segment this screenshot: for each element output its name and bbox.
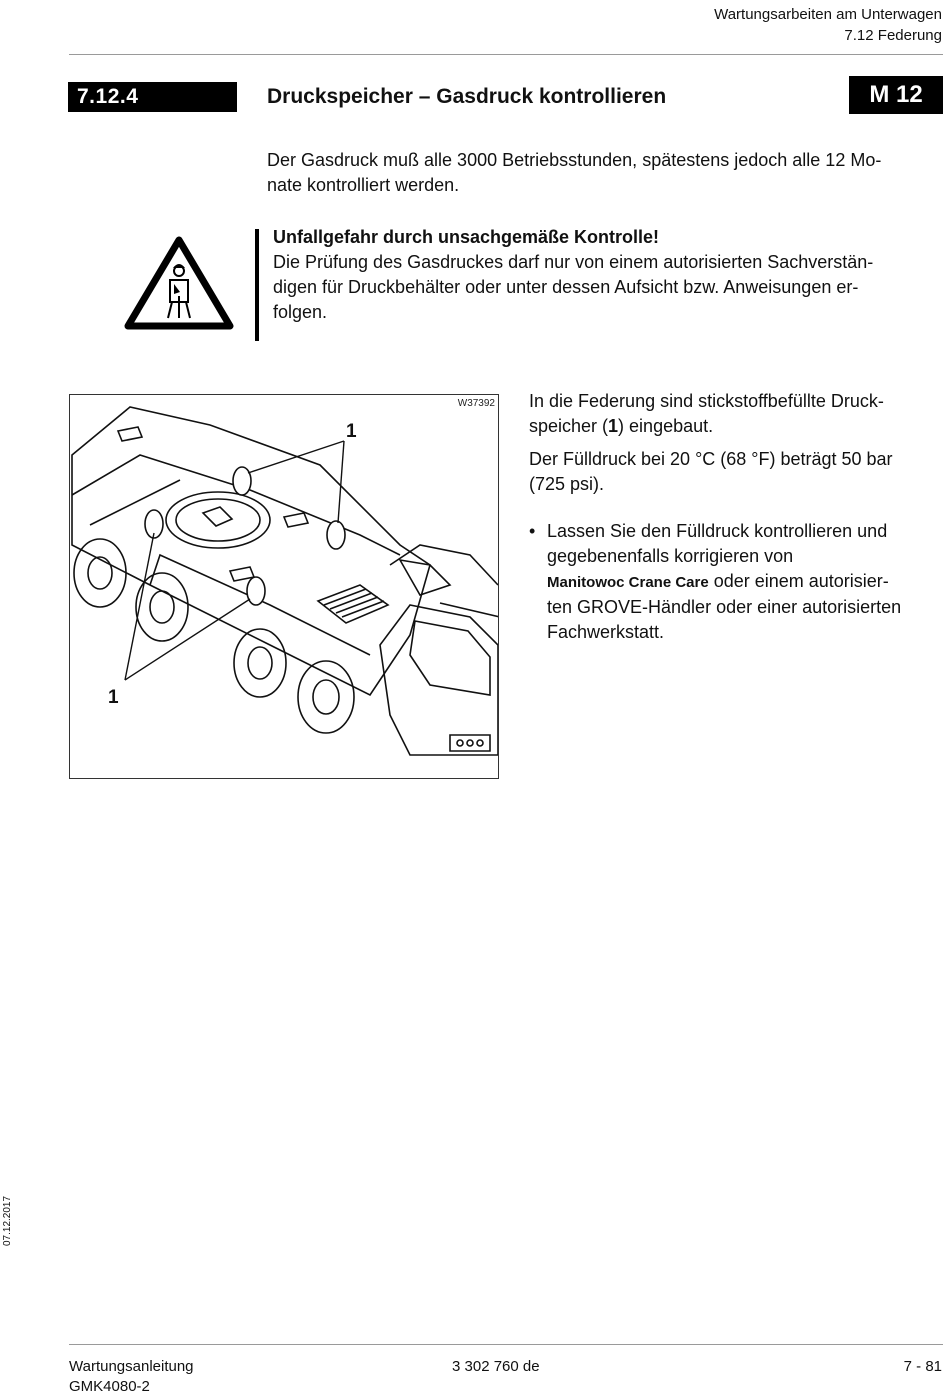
intro-paragraph	[267, 148, 881, 198]
crane-figure	[69, 394, 499, 779]
brand-name: Manitowoc Crane Care	[547, 574, 709, 591]
footer-model: GMK4080-2	[69, 1378, 150, 1395]
footer-page-number: 7 - 81	[903, 1358, 942, 1375]
header-rule	[69, 54, 943, 55]
section-title: Druckspeicher – Gasdruck kontrollieren	[267, 85, 667, 108]
callout-top: 1	[346, 421, 357, 442]
intro-line: nate kontrolliert werden.	[267, 175, 460, 195]
intro-line: Der Gasdruck muß alle 3000 Betriebsstunden, spätestens jedoch alle 12 Mo-	[267, 150, 882, 170]
bullet-marker: •	[529, 521, 536, 541]
description-line: Der Fülldruck bei 20 °C (68 °F) beträgt 50 bar	[529, 449, 893, 469]
side-date: 07.12.2017	[2, 1195, 13, 1246]
text-segment: oder einem autorisier-	[708, 571, 889, 591]
footer-doc-number: 3 302 760 de	[452, 1358, 540, 1375]
header-chapter: Wartungsarbeiten am Unterwagen	[714, 6, 942, 23]
warning-triangle-icon	[122, 234, 236, 332]
instruction-line	[547, 569, 943, 595]
warning-line: Die Prüfung des Gasdruckes darf nur von einem autorisierten Sachverstän-	[273, 252, 874, 272]
text-segment: speicher (	[529, 416, 609, 436]
description-line: (725 psi).	[529, 474, 605, 494]
instruction-text	[547, 519, 943, 645]
instruction-line: Fachwerkstatt.	[547, 622, 665, 642]
section-number: 7.12.4	[68, 82, 237, 112]
header-subchapter: 7.12 Federung	[844, 27, 942, 44]
description-line: In die Federung sind stickstoffbefüllte Druck-	[529, 391, 884, 411]
footer-rule	[69, 1344, 943, 1345]
description	[529, 389, 943, 497]
callout-bottom: 1	[108, 687, 119, 708]
warning-line: folgen.	[273, 302, 328, 322]
text-segment: ) eingebaut.	[618, 416, 714, 436]
crane-chassis-illustration	[70, 395, 498, 778]
warning-line: digen für Druckbehälter oder unter dessen Aufsicht bzw. Anweisungen er-	[273, 277, 859, 297]
description-line	[529, 414, 943, 439]
warning-bar	[255, 229, 259, 341]
figure-id: W37392	[457, 398, 495, 409]
warning-title: Unfallgefahr durch unsachgemäße Kontrolle!	[273, 227, 660, 247]
instruction-line: gegebenenfalls korrigieren von	[547, 546, 794, 566]
callout-reference: 1	[608, 416, 619, 436]
instruction-line: Lassen Sie den Fülldruck kontrollieren und	[547, 521, 888, 541]
warning-block	[273, 225, 945, 325]
footer-manual: Wartungsanleitung	[69, 1358, 194, 1375]
instruction-line: ten GROVE-Händler oder einer autorisierten	[547, 597, 902, 617]
maintenance-code: M 12	[849, 76, 943, 114]
